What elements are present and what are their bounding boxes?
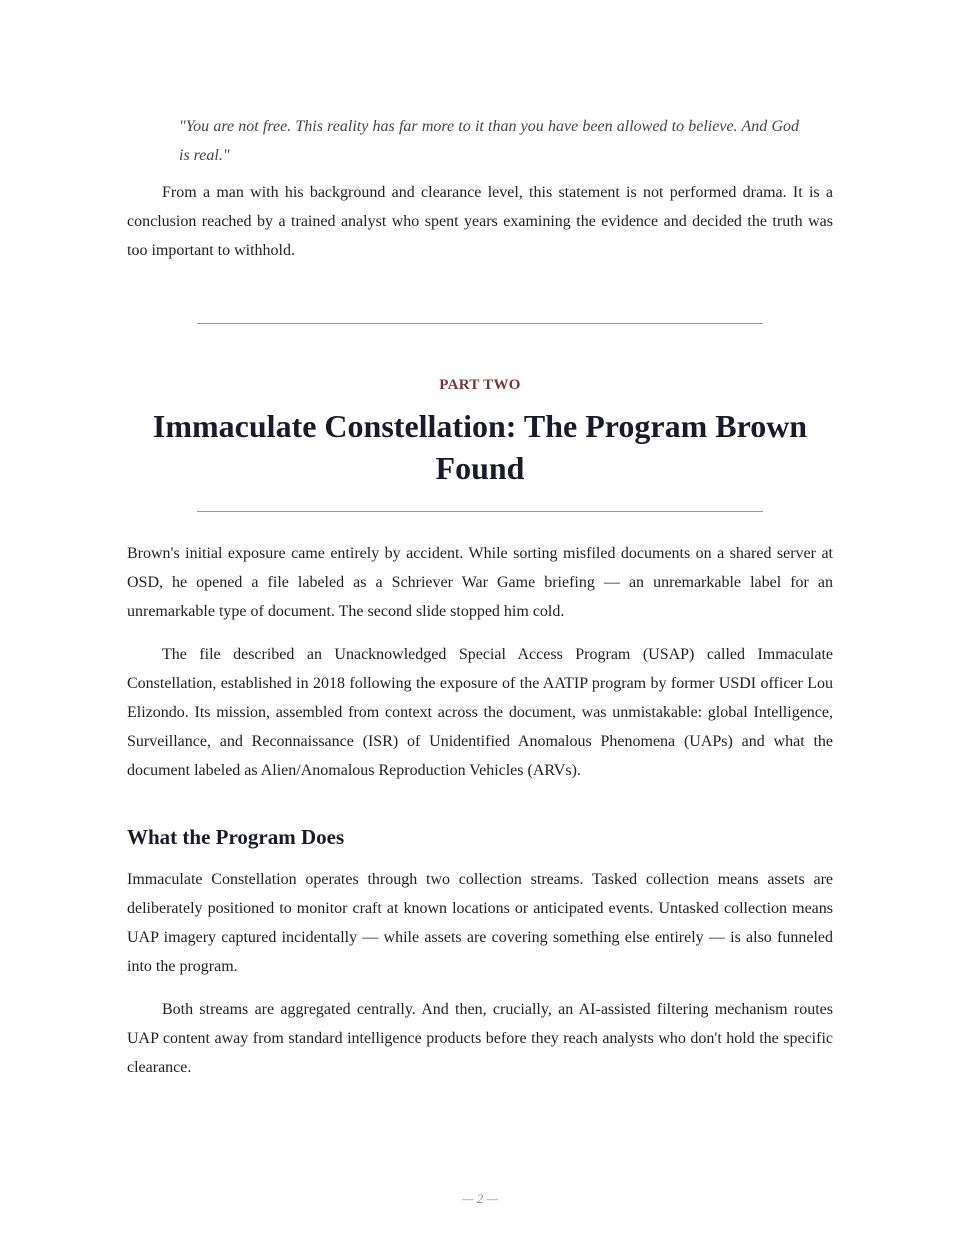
body-paragraph: Immaculate Constellation operates through two collection streams. Tasked collection means assets are deliberately positioned to monitor craft at known locations or anticipated events. Untasked collection means UAP imagery captured incidentally — while assets are covering something else entirely — is also funneled into the program. — [127, 871, 833, 975]
block-quote: "You are not free. This reality has far more to it than you have been allowed to believe. And God is real." — [179, 118, 799, 164]
body-paragraph: Brown's initial exposure came entirely by accident. While sorting misfiled documents on a shared server at OSD, he opened a file labeled as a Schriever War Game briefing — an unremarkable label for an unremarkable type of document. The second slide stopped him cold. — [127, 545, 833, 620]
part-label: PART TWO — [439, 377, 521, 393]
section-divider-bottom — [197, 511, 763, 512]
section-heading: What the Program Does — [127, 825, 345, 849]
intro-paragraph: From a man with his background and clearance level, this statement is not performed drama. It is a conclusion reached by a trained analyst who spent years examining the evidence and decided the truth was too important to withhold. — [127, 184, 833, 259]
section-body — [127, 865, 833, 1082]
body-paragraph: The file described an Unacknowledged Special Access Program (USAP) called Immaculate Constellation, established in 2018 following the exposure of the AATIP program by former USDI officer Lou Elizondo. Its mission, assembled from context across the document, was unmistakable: global Intelligence, Surveillance, and Reconnaissance (ISR) of Unidentified Anomalous Phenomena (UAPs) and what the document labeled as Alien/Anomalous Reproduction Vehicles (ARVs). — [127, 646, 833, 779]
intro-section — [127, 178, 833, 265]
body-paragraph: Both streams are aggregated centrally. And then, crucially, an AI-assisted filtering mechanism routes UAP content away from standard intelligence products before they reach analysts who don't hold the specific clearance. — [127, 1001, 833, 1076]
page-number: — 2 — — [461, 1191, 499, 1206]
part-title: Immaculate Constellation: The Program Brown Found — [152, 408, 808, 486]
part-body — [127, 539, 833, 785]
section-divider-top — [197, 323, 763, 324]
